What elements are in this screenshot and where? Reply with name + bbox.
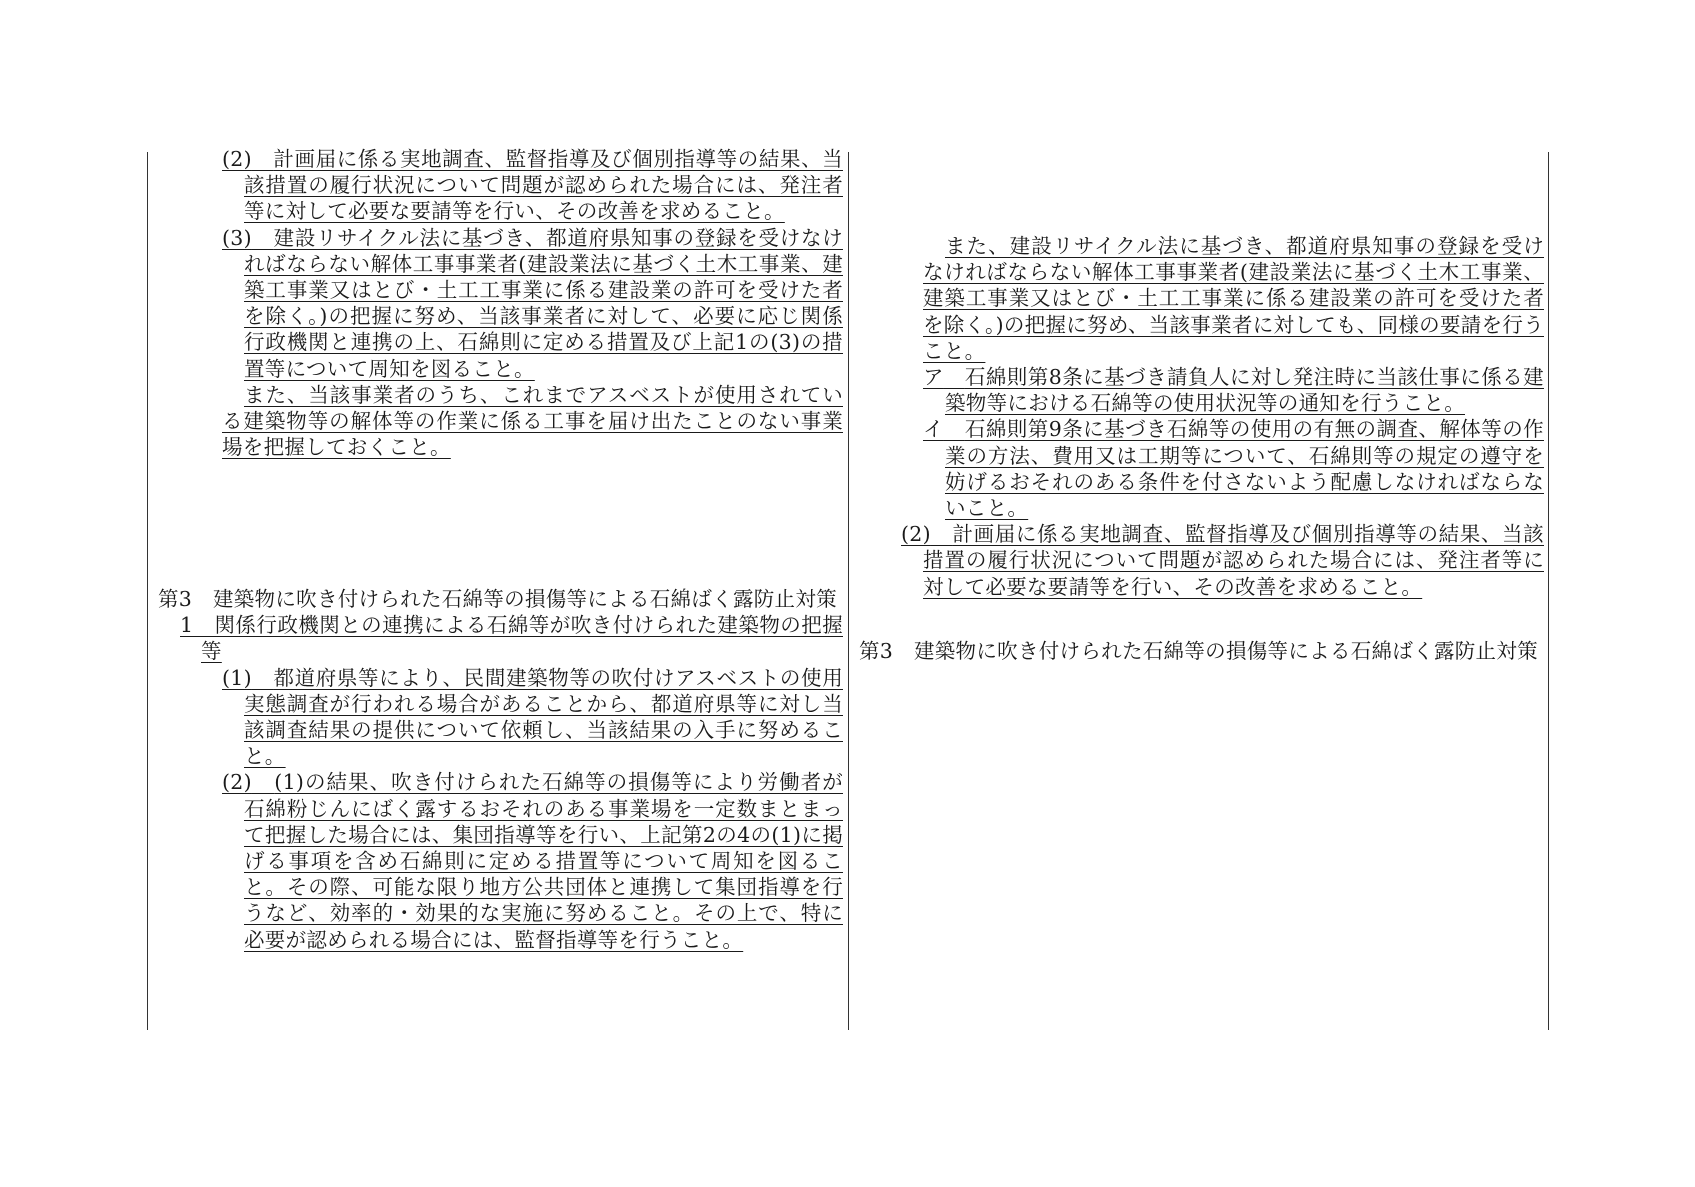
left-section-3	[158, 586, 843, 953]
right-item-2-label: (2)	[901, 522, 931, 547]
right-section-title: 第3 建築物に吹き付けられた石綿等の損傷等による石綿ばく露防止対策	[859, 639, 1538, 663]
left-sec3-item-1	[158, 665, 843, 770]
column-divider	[848, 152, 849, 1030]
right-item-2-text: 計画届に係る実地調査、監督指導及び個別指導等の結果、当該措置の履行状況について問題が認められた場合には、発注者等に対して必要な要請等を行い、その改善を求めること。	[923, 522, 1544, 599]
left-sec3-item-2	[158, 769, 843, 952]
right-kana-item-i	[859, 416, 1544, 521]
left-sec3-item-2-label: (2)	[222, 770, 252, 795]
left-item-2-text: 計画届に係る実地調査、監督指導及び個別指導等の結果、当該措置の履行状況について問題が認められた場合には、発注者等に対して必要な要請等を行い、その改善を求めること。	[244, 147, 843, 224]
left-subsection-title: 1 関係行政機関との連携による石綿等が吹き付けられた建築物の把握等	[180, 613, 843, 664]
right-item-2	[859, 521, 1544, 600]
left-column	[158, 147, 843, 1030]
right-column	[859, 152, 1544, 1030]
right-top-para	[859, 233, 1544, 364]
right-kana-item-i-text: 石綿則第9条に基づき石綿等の使用の有無の調査、解体等の作業の方法、費用又は工期等について、石綿則等の規定の遵守を妨げるおそれのある条件を付さないよう配慮しなければならないこと。	[945, 417, 1544, 521]
left-item-2	[158, 146, 843, 225]
right-kana-item-i-label: イ	[923, 417, 944, 442]
right-section-3	[859, 638, 1544, 664]
left-item-3	[158, 225, 843, 382]
left-sec3-item-2-text: (1)の結果、吹き付けられた石綿等の損傷等により労働者が石綿粉じんにばく露するおそれのある事業場を一定数まとまって把握した場合には、集団指導等を行い、上記第2の4の(1)に掲げる事項を含め石綿則に定める措置等について周知を図ること。その際、可能な限り地方公共団体と連携して集団指導を行うなど、効率的・効果的な実施に努めること。その上で、特に必要が認められる場合には、監督指導等を行うこと。	[244, 770, 843, 952]
right-kana-item-a-label: ア	[923, 365, 944, 390]
right-kana-item-a	[859, 364, 1544, 416]
left-sec3-item-1-text: 都道府県等により、民間建築物等の吹付けアスベストの使用実態調査が行われる場合があることから、都道府県等に対し当該調査結果の提供について依頼し、当該結果の入手に努めること。	[244, 665, 843, 769]
right-kana-item-a-text: 石綿則第8条に基づき請負人に対し発注時に当該仕事に係る建築物等における石綿等の使用状況等の通知を行うこと。	[945, 365, 1544, 416]
comparison-table	[147, 147, 1549, 1030]
left-item-3-label: (3)	[222, 225, 252, 250]
left-item-3-note: また、当該事業者のうち、これまでアスベストが使用されている建築物等の解体等の作業に係る工事を届け出たことのない事業場を把握しておくこと。	[222, 382, 843, 460]
left-item-3-text: 建設リサイクル法に基づき、都道府県知事の登録を受けなければならない解体工事事業者(建設業法に基づく土木工事業、建築工事業又はとび・土工工事業に係る建設業の許可を受けた者を除く。)の把握に努め、当該事業者に対して、必要に応じ関係行政機関と連携の上、石綿則に定める措置及び上記1の(3)の措置等について周知を図ること。	[244, 225, 843, 381]
left-item-2-label: (2)	[222, 147, 252, 171]
right-top-para-text: また、建設リサイクル法に基づき、都道府県知事の登録を受けなければならない解体工事事業者(建設業法に基づく土木工事業、建築工事業又はとび・土工工事業に係る建設業の許可を受けた者を除く。)の把握に努め、当該事業者に対しても、同様の要請を行うこと。	[923, 234, 1544, 363]
left-section-title: 第3 建築物に吹き付けられた石綿等の損傷等による石綿ばく露防止対策	[158, 587, 837, 611]
left-top-block	[158, 146, 843, 460]
right-top-block	[859, 233, 1544, 600]
left-sec3-item-1-label: (1)	[222, 665, 252, 690]
